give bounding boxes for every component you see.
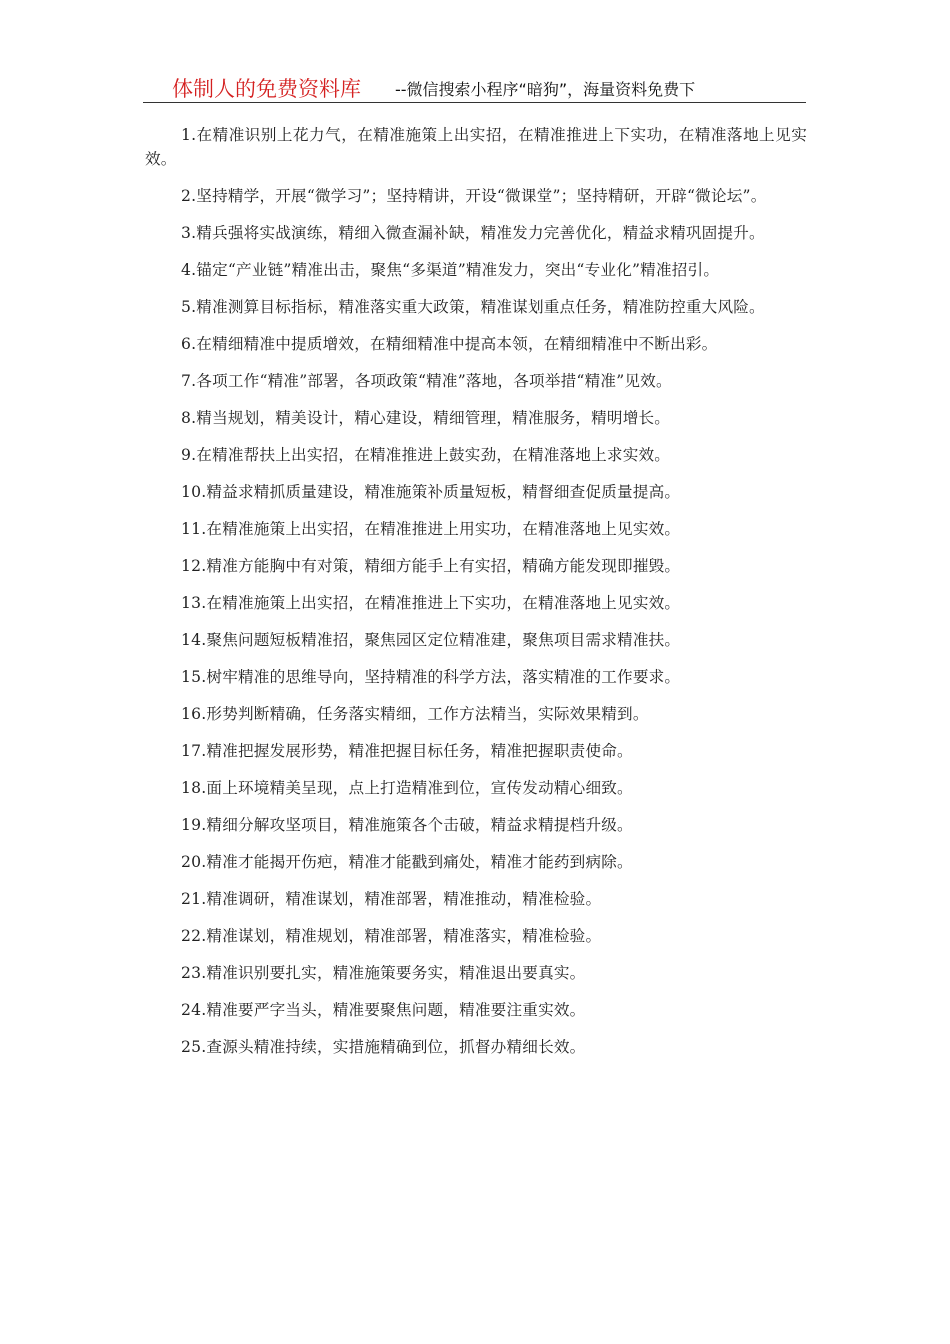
list-item: 20.精准才能揭开伤疤，精准才能戳到痛处，精准才能药到病除。 <box>181 853 633 871</box>
list-item: 11.在精准施策上出实招，在精准推进上用实功，在精准落地上见实效。 <box>181 520 681 538</box>
list-item: 17.精准把握发展形势，精准把握目标任务，精准把握职责使命。 <box>181 742 633 760</box>
list-item: 1.在精准识别上花力气，在精准施策上出实招，在精准推进上下实功，在精准落地上见实效。 <box>145 126 807 168</box>
list-item: 2.坚持精学，开展“微学习”；坚持精讲，开设“微课堂”；坚持精研，开辟“微论坛”。 <box>181 187 767 205</box>
list-item: 14.聚焦问题短板精准招，聚焦园区定位精准建，聚焦项目需求精准扶。 <box>181 631 681 649</box>
list-item: 6.在精细精准中提质增效，在精细精准中提高本领，在精细精准中不断出彩。 <box>181 335 718 353</box>
list-item: 25.查源头精准持续，实措施精确到位，抓督办精细长效。 <box>181 1038 586 1056</box>
list-item: 10.精益求精抓质量建设，精准施策补质量短板，精督细查促质量提高。 <box>181 483 681 501</box>
list-item: 5.精准测算目标指标，精准落实重大政策，精准谋划重点任务，精准防控重大风险。 <box>181 298 765 316</box>
list-item: 3.精兵强将实战演练，精细入微查漏补缺，精准发力完善优化，精益求精巩固提升。 <box>181 224 765 242</box>
list-item: 13.在精准施策上出实招，在精准推进上下实功，在精准落地上见实效。 <box>181 594 681 612</box>
list-item: 16.形势判断精确，任务落实精细，工作方法精当，实际效果精到。 <box>181 705 649 723</box>
list-item: 23.精准识别要扎实，精准施策要务实，精准退出要真实。 <box>181 964 586 982</box>
document-body <box>145 123 807 1072</box>
list-item: 19.精细分解攻坚项目，精准施策各个击破，精益求精提档升级。 <box>181 816 633 834</box>
header-brand: 体制人的免费资料库 <box>172 77 361 101</box>
list-item: 18.面上环境精美呈现，点上打造精准到位，宣传发动精心细致。 <box>181 779 633 797</box>
list-item: 24.精准要严字当头，精准要聚焦问题，精准要注重实效。 <box>181 1001 586 1019</box>
list-item: 7.各项工作“精准”部署，各项政策“精准”落地，各项举措“精准”见效。 <box>181 372 672 390</box>
list-item: 4.锚定“产业链”精准出击，聚焦“多渠道”精准发力，突出“专业化”精准招引。 <box>181 261 720 279</box>
header-subtitle: --微信搜索小程序“暗狗”，海量资料免费下 <box>395 80 696 99</box>
list-item: 15.树牢精准的思维导向，坚持精准的科学方法，落实精准的工作要求。 <box>181 668 681 686</box>
list-item: 9.在精准帮扶上出实招，在精准推进上鼓实劲，在精准落地上求实效。 <box>181 446 671 464</box>
list-item: 12.精准方能胸中有对策，精细方能手上有实招，精确方能发现即摧毁。 <box>181 557 681 575</box>
list-item: 8.精当规划，精美设计，精心建设，精细管理，精准服务，精明增长。 <box>181 409 671 427</box>
list-item: 21.精准调研，精准谋划，精准部署，精准推动，精准检验。 <box>181 890 602 908</box>
list-item: 22.精准谋划，精准规划，精准部署，精准落实，精准检验。 <box>181 927 602 945</box>
page-header <box>143 72 806 103</box>
